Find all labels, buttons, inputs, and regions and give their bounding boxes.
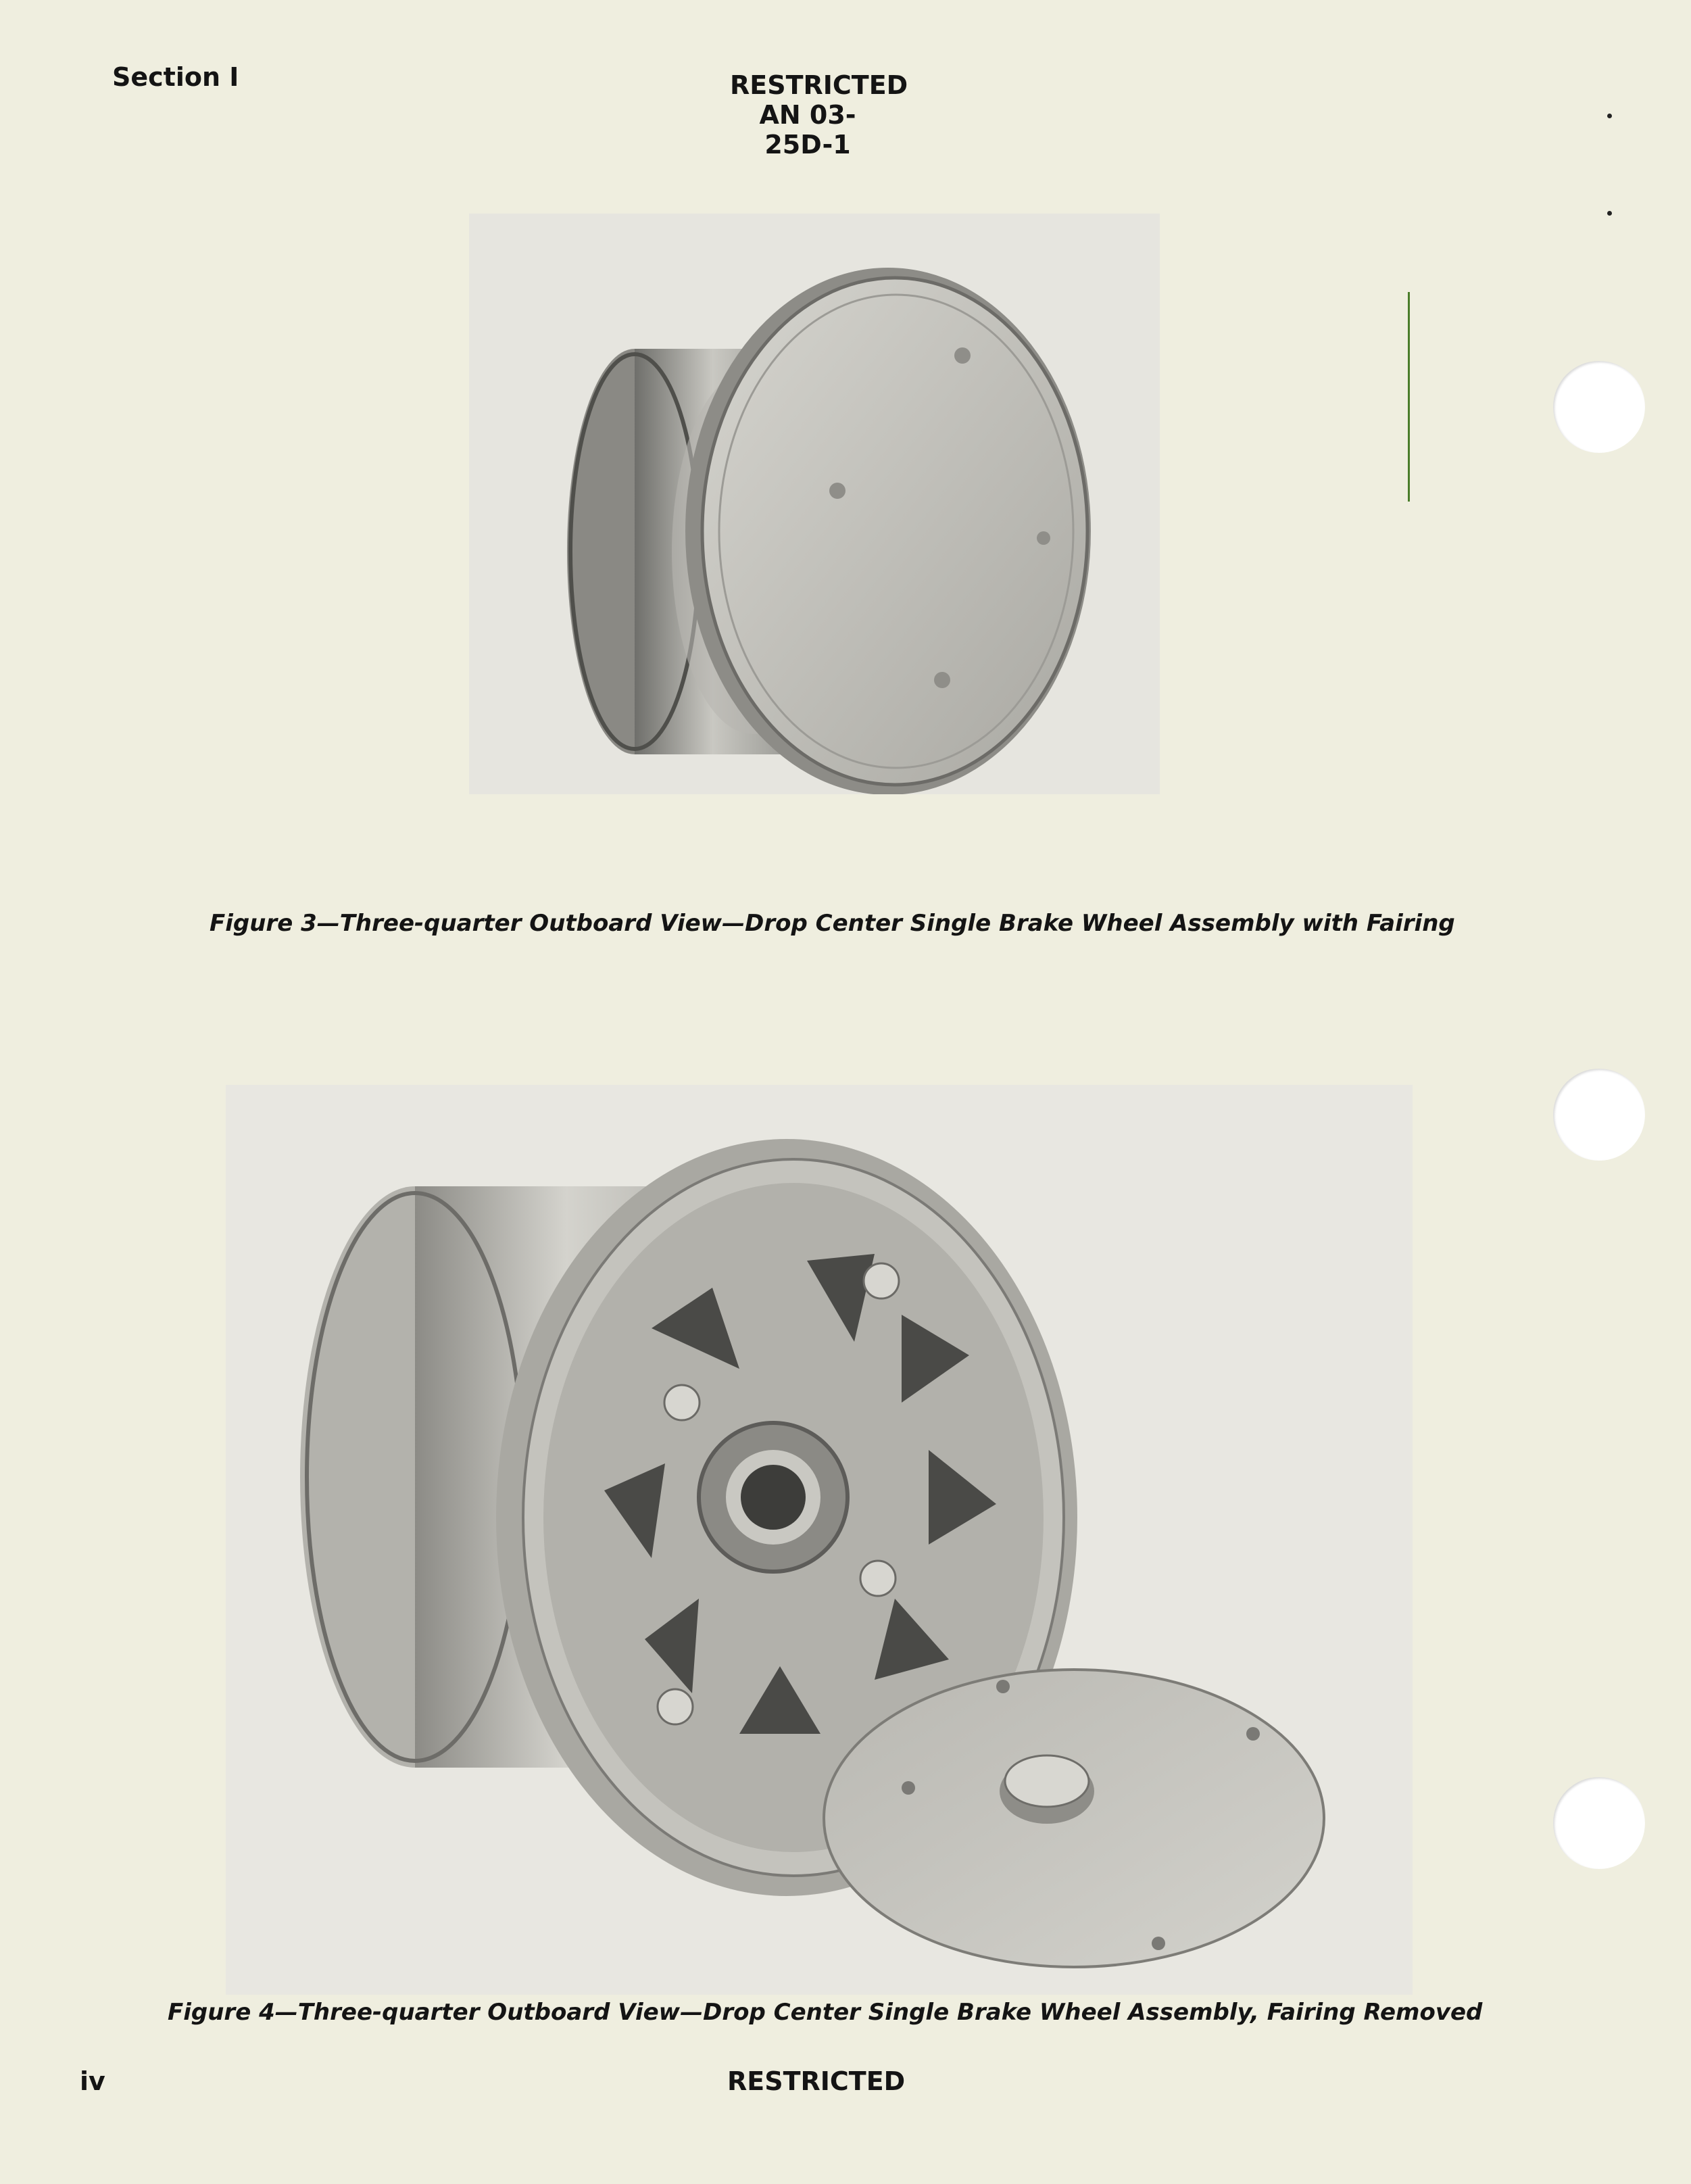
- binder-hole: [1553, 1069, 1645, 1161]
- footer-classification: RESTRICTED: [727, 2066, 906, 2096]
- binder-hole: [1553, 1777, 1645, 1869]
- figure-4-photo: [226, 1085, 1413, 1995]
- binder-hole: [1553, 361, 1645, 453]
- figure-4-caption: Figure 4—Three-quarter Outboard View—Drop Center Single Brake Wheel Assembly, Fairing Removed: [168, 1999, 1483, 2026]
- header-doc-number: AN 03-25D-1: [759, 100, 856, 160]
- margin-dot: [1607, 211, 1612, 216]
- margin-mark: [1408, 292, 1410, 502]
- page-header: [730, 70, 908, 160]
- figure-3-caption: Figure 3—Three-quarter Outboard View—Drop Center Single Brake Wheel Assembly with Fairing: [210, 910, 1455, 937]
- margin-dot: [1607, 114, 1612, 118]
- wheel-fairing-removed-image: [226, 1085, 1413, 1995]
- section-label: Section I: [112, 62, 239, 92]
- wheel-with-fairing-image: [469, 214, 1160, 794]
- page-number: iv: [80, 2066, 105, 2096]
- header-classification: RESTRICTED: [730, 70, 908, 100]
- figure-3-photo: [469, 214, 1160, 794]
